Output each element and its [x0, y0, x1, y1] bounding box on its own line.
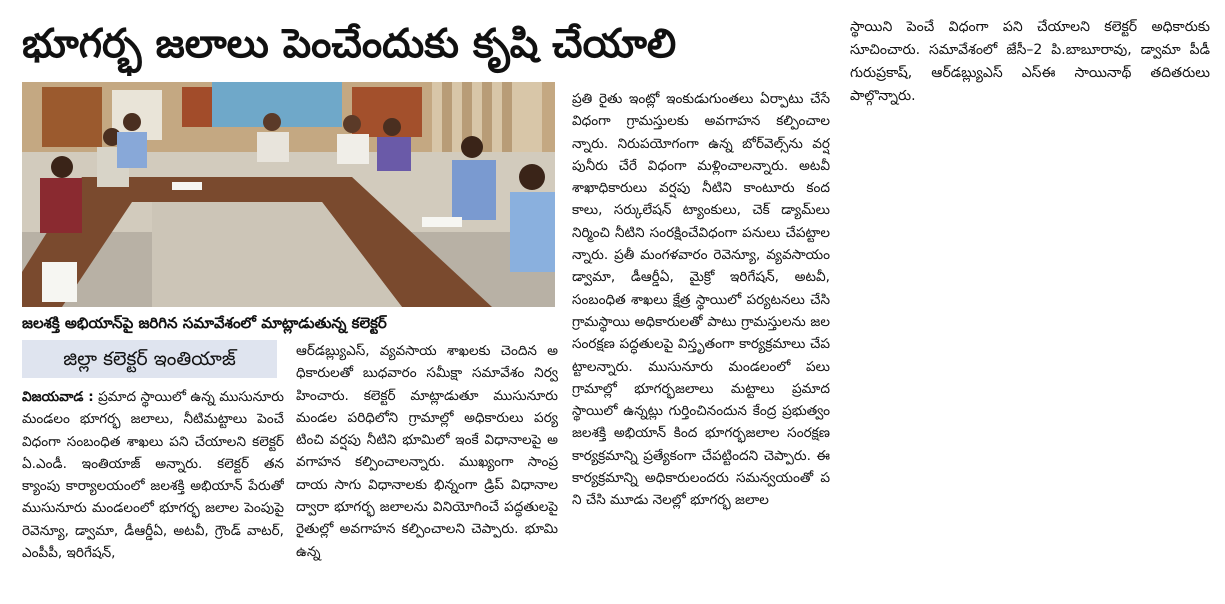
article-column-3: ప్రతి రైతు ఇంట్లో ఇంకుడుగుంతలు ఏర్పాటు చేసే విధంగా గ్రామస్తులకు అవగాహన కల్పించాలన్నారు. నిరుపయోగంగా ఉన్న బోర్‌వెల్స్‌ను వర్షపునీరు చేరే విధంగా మళ్లించాలన్నారు. అటవీ శాఖాధికారులు వర్షపు నీటిని కాంటూరు కందకాలు, సర్కులేషన్ ట్యాంకులు, చెక్ డ్యామ్‌లు నిర్మించి నీటిని సంరక్షించేవిధంగా పనులు చేపట్టాలన్నారు. ప్రతీ మంగళవారం రెవెన్యూ, వ్యవసాయం డ్వామా, డీఆర్డీఏ, మైక్రో ఇరిగేషన్, అటవీ, సంబంధిత శాఖలు క్షేత్ర స్థాయిలో పర్యటనలు చేసి గ్రామస్థాయి అధికారులతో పాటు గ్రామస్తులను జలసంరక్షణ పద్ధతులపై విస్తృతంగా కార్యక్రమాలు చేపట్టాలన్నారు. ముసునూరు మండలంలో పలు గ్రామాల్లో భూగర్భజలాలు మట్టాలు ప్రమాద స్థాయిలో ఉన్నట్లు గుర్తించినందున కేంద్ర ప్రభుత్వం జలశక్తి అభియాన్ కింద భూగర్భజలాల సంరక్షణ కార్యక్రమాన్ని ప్రత్యేకంగా చేపట్టిందని చెప్పారు. ఈ కార్యక్రమాన్ని అధికారులందరు సమన్వయంతో పని చేసి మూడు నెలల్లో భూగర్భ జలాల	[572, 91, 830, 509]
meeting-photo	[22, 82, 555, 307]
column-1-text: ప్రమాద స్థాయిలో ఉన్న ముసునూరు మండలం భూగర్భ జలాలు, నీటిమట్టాలు పెంచే విధంగా సంబంధిత శాఖలు పని చేయాలని కలెక్టర్ ఏ.ఎండీ. ఇంతియాజ్ అన్నారు. కలెక్టర్ తన క్యాంపు కార్యాలయంలో జలశక్తి అభియాన్ పేరుతో ముసునూరు మండలంలో భూగర్భ జలాల పెంపుపై రెవెన్యూ, డ్వామా, డీఆర్డీఏ, అటవీ, గ్రౌండ్ వాటర్, ఎంపీపీ, ఇరిగేషన్,	[22, 389, 284, 562]
article-column-2: ఆర్‌డబ్ల్యుఎస్, వ్యవసాయ శాఖలకు చెందిన అధికారులతో బుధవారం సమీక్షా సమావేశం నిర్వహించారు. కలెక్టర్ మాట్లాడుతూ ముసునూరు మండల పరిధిలోని గ్రామాల్లో అధికారులు పర్యటించి వర్షపు నీటిని భూమిలో ఇంకే విధానాలపై అవగాహన కల్పించాలన్నారు. ముఖ్యంగా సాంప్రదాయ సాగు విధానాలకు భిన్నంగా డ్రిప్ విధానాల ద్వారా భూగర్భ జలాలను వినియోగించే పద్ధతులపై రైతుల్లో అవగాహన కల్పించాలని చెప్పారు. భూమి ఉన్న	[296, 343, 558, 560]
article-column-4: స్థాయిని పెంచే విధంగా పని చేయాలని కలెక్టర్ అధికారుకు సూచించారు. సమావేశంలో జేసీ–2 పి.బాబూరావు, డ్వామా పీడీ గురుప్రకాష్, ఆర్‌డబ్ల్యుఎస్ ఎస్ఈ సాయినాథ్ తదితరులు పాల్గొన్నారు.	[850, 19, 1210, 104]
article-column-1	[22, 386, 284, 601]
meeting-photo-illustration	[22, 82, 555, 307]
byline-box: జిల్లా కలెక్టర్ ఇంతియాజ్	[22, 340, 277, 378]
dateline: విజయవాడ :	[22, 389, 94, 405]
photo-caption: జలశక్తి అభియాన్‌పై జరిగిన సమావేశంలో మాట్లాడుతున్న కలెక్టర్	[22, 314, 387, 332]
headline: భూగర్భ జలాలు పెంచేందుకు కృషి చేయాలి	[22, 21, 677, 67]
